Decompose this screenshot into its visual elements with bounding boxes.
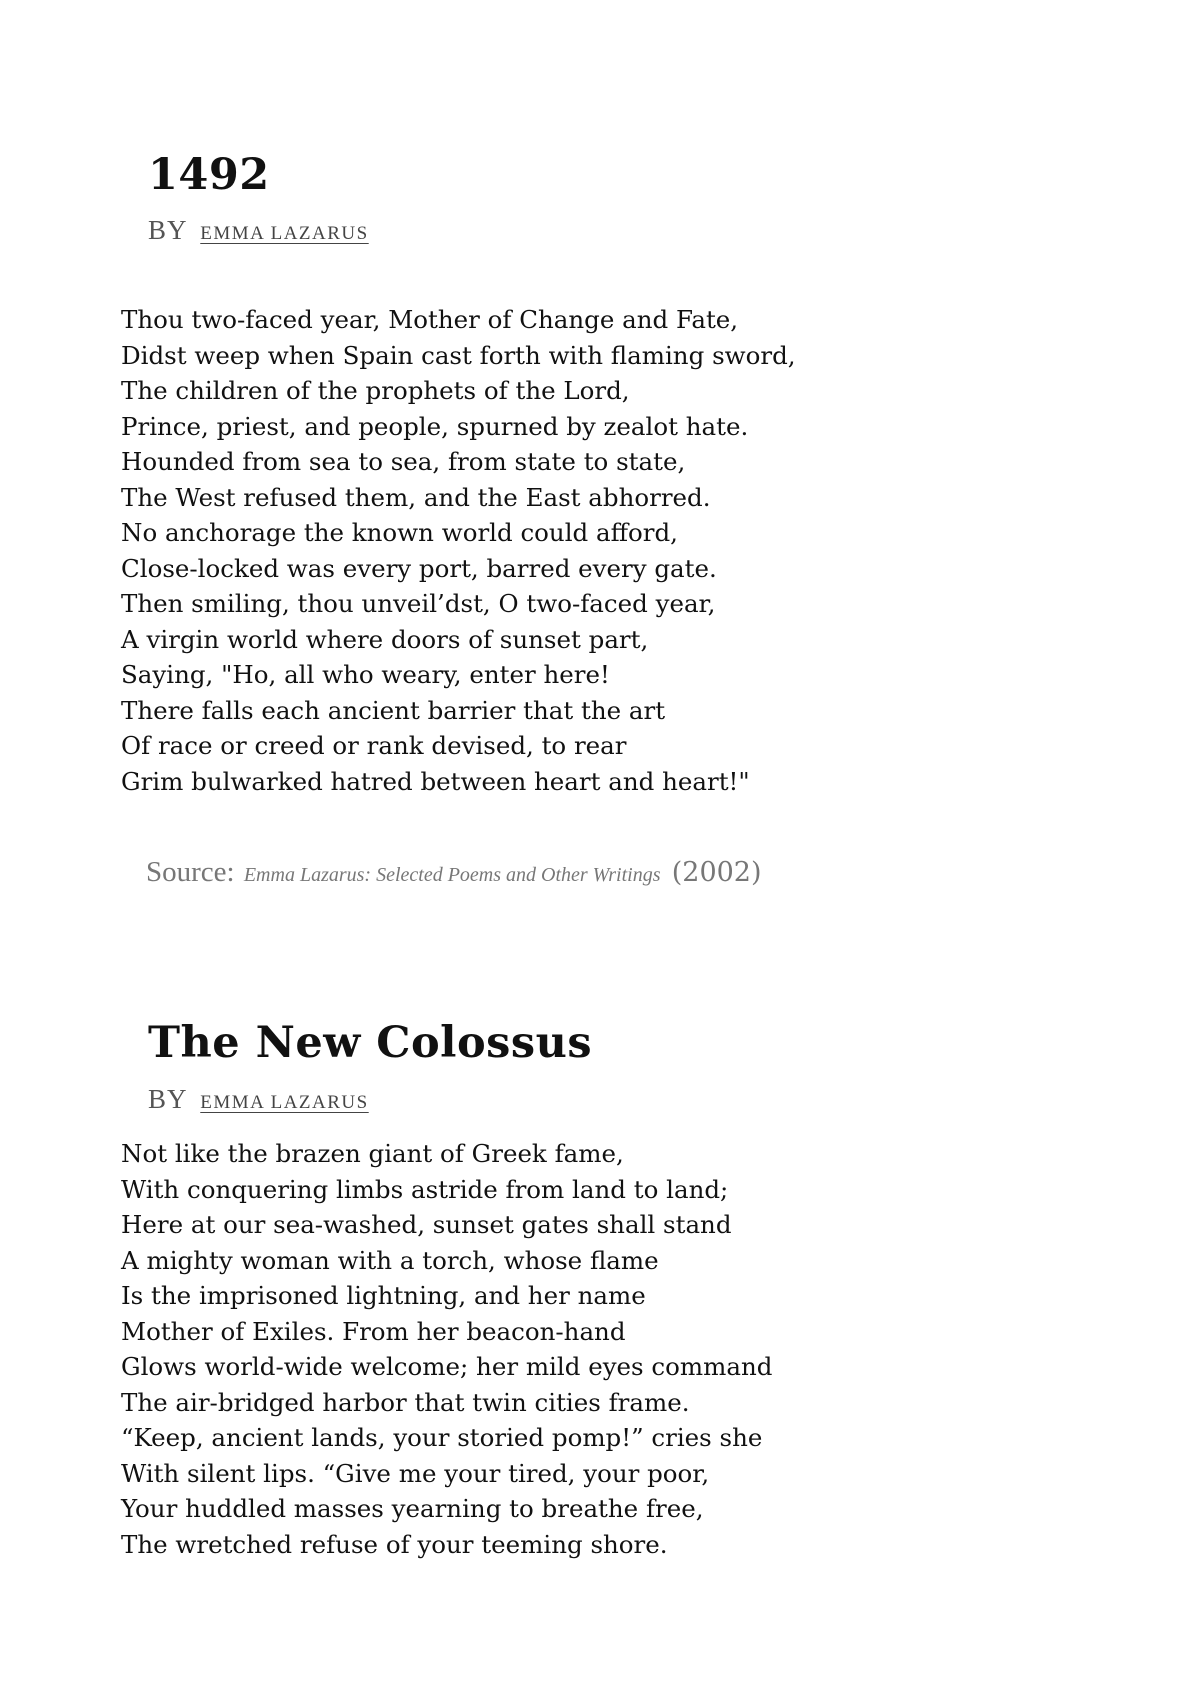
poem-body-1492 [121,302,796,799]
poem-body-new-colossus [121,1136,772,1562]
poem-line: Then smiling, thou unveil’dst, O two-faced year, [121,589,716,618]
poem-line: There falls each ancient barrier that the art [121,695,666,725]
poem-line: “Keep, ancient lands, your storied pomp!” cries she [121,1423,763,1452]
poem-title-new-colossus: The New Colossus [148,1018,593,1068]
poem-line: The West refused them, and the East abhorred. [121,482,711,512]
poem-line: Grim bulwarked hatred between heart and heart!" [121,766,750,796]
poem-line: The children of the prophets of the Lord, [121,376,630,405]
poem-line: With silent lips. “Give me your tired, your poor, [121,1458,710,1488]
poem-line: Prince, priest, and people, spurned by zealot hate. [121,411,749,441]
poem-line: Not like the brazen giant of Greek fame, [121,1139,624,1168]
poem-line: No anchorage the known world could afford, [121,518,678,547]
by-label: BY [148,215,188,245]
poem-title-1492: 1492 [148,150,270,200]
byline-1492 [148,217,369,244]
poem-line: A virgin world where doors of sunset part, [121,624,649,654]
by-label: BY [148,1084,188,1114]
poem-line: Your huddled masses yearning to breathe free, [121,1494,704,1523]
author-link[interactable]: EMMA LAZARUS [200,223,369,244]
poem-line: The wretched refuse of your teeming shore. [121,1529,668,1559]
source-citation [146,858,762,887]
poem-line: Didst weep when Spain cast forth with flaming sword, [121,340,796,370]
poem-line: A mighty woman with a torch, whose flame [121,1245,659,1275]
author-link[interactable]: EMMA LAZARUS [200,1092,369,1113]
poem-line: Here at our sea-washed, sunset gates shall stand [121,1210,732,1239]
source-label: Source: [146,856,235,888]
source-year: (2002) [671,857,762,888]
poem-line: The air-bridged harbor that twin cities frame. [121,1387,690,1417]
poem-line: Is the imprisoned lightning, and her name [121,1281,646,1310]
source-work-title: Emma Lazarus: Selected Poems and Other Writings [243,864,661,886]
poem-line: Glows world-wide welcome; her mild eyes command [121,1352,773,1381]
poem-line: Mother of Exiles. From her beacon-hand [121,1316,626,1346]
poem-line: With conquering limbs astride from land to land; [121,1174,729,1204]
poem-line: Thou two-faced year, Mother of Change and Fate, [121,305,739,334]
poem-line: Of race or creed or rank devised, to rear [121,731,627,760]
poem-line: Close-locked was every port, barred every gate. [121,553,717,583]
poem-line: Hounded from sea to sea, from state to state, [121,447,686,476]
byline-new-colossus [148,1086,369,1113]
poem-line: Saying, "Ho, all who weary, enter here! [121,660,610,689]
